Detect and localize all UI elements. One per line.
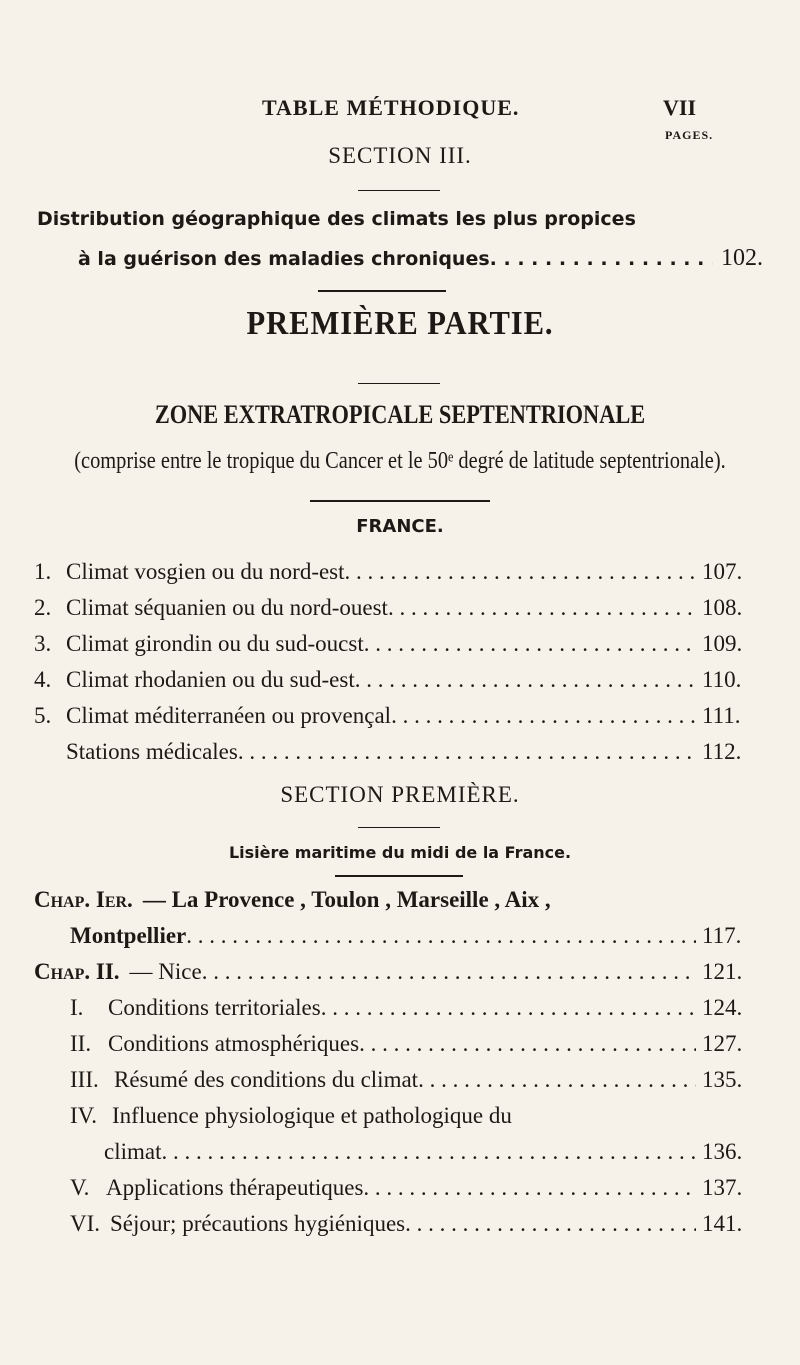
entry-page: 141. — [702, 1211, 743, 1236]
entry-number: II. — [70, 1031, 92, 1056]
entry-text: Montpellier — [70, 923, 187, 948]
entry-number: 2. — [34, 595, 52, 620]
entry-text: Climat séquanien ou du nord-ouest — [66, 595, 388, 620]
dot-leader — [405, 1210, 696, 1238]
divider — [358, 383, 440, 384]
toc-entry — [70, 1174, 768, 1202]
entry-page: 135. — [702, 1067, 743, 1092]
section-3-title-text: à la guérison des maladies chroniques — [78, 248, 490, 270]
chapter-label: Chap. Ier. — [34, 887, 133, 912]
running-head-title: TABLE MÉTHODIQUE. — [262, 95, 520, 120]
entry-number: 4. — [34, 667, 52, 692]
dot-leader — [355, 666, 696, 694]
toc-entry — [70, 1210, 768, 1238]
entry-page: 107. — [702, 559, 743, 584]
entry-number: III. — [70, 1067, 99, 1092]
entry-text: Climat méditerranéen ou provençal — [66, 703, 392, 728]
zone-detail: (comprise entre le tropique du Cancer et le 50ᵉ degré de latitude septentrionale). — [74, 448, 726, 474]
entry-page: 137. — [702, 1175, 743, 1200]
section-1-subtitle: Lisière maritime du midi de la France. — [228, 843, 572, 862]
dot-leader — [321, 994, 696, 1022]
entry-text: Applications thérapeutiques — [106, 1175, 364, 1200]
entry-page: 108. — [702, 595, 743, 620]
part-title: PREMIÈRE PARTIE. — [246, 305, 554, 342]
zone-title: ZONE EXTRATROPICALE SEPTENTRIONALE — [154, 400, 646, 429]
entry-text: Climat vosgien ou du nord-est — [66, 559, 345, 584]
divider — [358, 827, 440, 828]
divider — [335, 875, 463, 877]
toc-entry — [34, 666, 768, 694]
running-head — [0, 95, 800, 125]
entry-page: 121. — [702, 959, 743, 984]
entry-text: climat — [104, 1139, 162, 1164]
entry-page: 110. — [702, 667, 742, 692]
toc-entry — [70, 1066, 768, 1094]
section-1-heading: SECTION PREMIÈRE. — [280, 782, 520, 807]
toc-entry — [34, 702, 768, 730]
dot-leader — [345, 558, 696, 586]
chapter-title: — La Provence , Toulon , Marseille , Aix , — [142, 887, 551, 912]
entry-number: 3. — [34, 631, 52, 656]
dot-leader — [388, 594, 696, 622]
section-3-title-line-1: Distribution géographique des climats les plus propices — [37, 208, 636, 230]
section-3-heading: SECTION III. — [328, 143, 472, 168]
entry-number: V. — [70, 1175, 90, 1200]
entry-number: 5. — [34, 703, 52, 728]
pages-column-label: PAGES. — [665, 128, 714, 142]
entry-page: 112. — [702, 739, 742, 764]
dot-leader — [490, 248, 713, 270]
entry-text: Stations médicales — [66, 739, 238, 764]
country-heading: FRANCE. — [356, 516, 444, 537]
entry-number: I. — [70, 995, 84, 1020]
divider — [310, 500, 490, 502]
entry-text: — Nice — [129, 959, 202, 984]
toc-entry — [34, 558, 768, 586]
dot-leader — [364, 630, 696, 658]
entry-page: 109. — [702, 631, 743, 656]
entry-text: Conditions atmosphériques — [108, 1031, 360, 1056]
entry-text: Séjour; précautions hygiéniques — [110, 1211, 406, 1236]
dot-leader — [202, 958, 696, 986]
divider — [318, 290, 446, 292]
toc-entry — [34, 630, 768, 658]
entry-text: Résumé des conditions du climat — [114, 1067, 419, 1092]
page-number: VII — [663, 95, 697, 120]
toc-entry — [104, 1138, 768, 1166]
dot-leader — [186, 922, 696, 950]
entry-page: 136. — [702, 1139, 743, 1164]
entry-number: 1. — [34, 559, 52, 584]
chapter-1-line-1 — [34, 886, 768, 914]
dot-leader — [418, 1066, 696, 1094]
dot-leader — [359, 1030, 696, 1058]
toc-entry — [34, 738, 768, 766]
dot-leader — [391, 702, 696, 730]
entry-text: Climat rhodanien ou du sud-est — [66, 667, 355, 692]
toc-entry — [70, 994, 768, 1022]
entry-text: Climat girondin ou du sud-oucst — [66, 631, 364, 656]
entry-page: 111. — [702, 703, 741, 728]
section-3-page: 102. — [721, 245, 763, 271]
entry-page: 117. — [702, 923, 742, 948]
entry-page: 127. — [702, 1031, 743, 1056]
entry-iv-line-1 — [70, 1102, 768, 1130]
dot-leader — [238, 738, 696, 766]
section-3-title-line-2 — [78, 245, 763, 272]
entry-text: Conditions territoriales — [108, 995, 321, 1020]
toc-entry — [34, 594, 768, 622]
chapter-label: Chap. II. — [34, 959, 120, 984]
dot-leader — [161, 1138, 696, 1166]
toc-entry — [70, 922, 768, 950]
entry-number: VI. — [70, 1211, 101, 1236]
entry-text: Influence physiologique et pathologique du — [112, 1103, 512, 1128]
divider — [358, 190, 440, 191]
toc-entry — [70, 1030, 768, 1058]
toc-entry — [34, 958, 768, 986]
entry-page: 124. — [702, 995, 743, 1020]
dot-leader — [363, 1174, 696, 1202]
entry-number: IV. — [70, 1103, 98, 1128]
